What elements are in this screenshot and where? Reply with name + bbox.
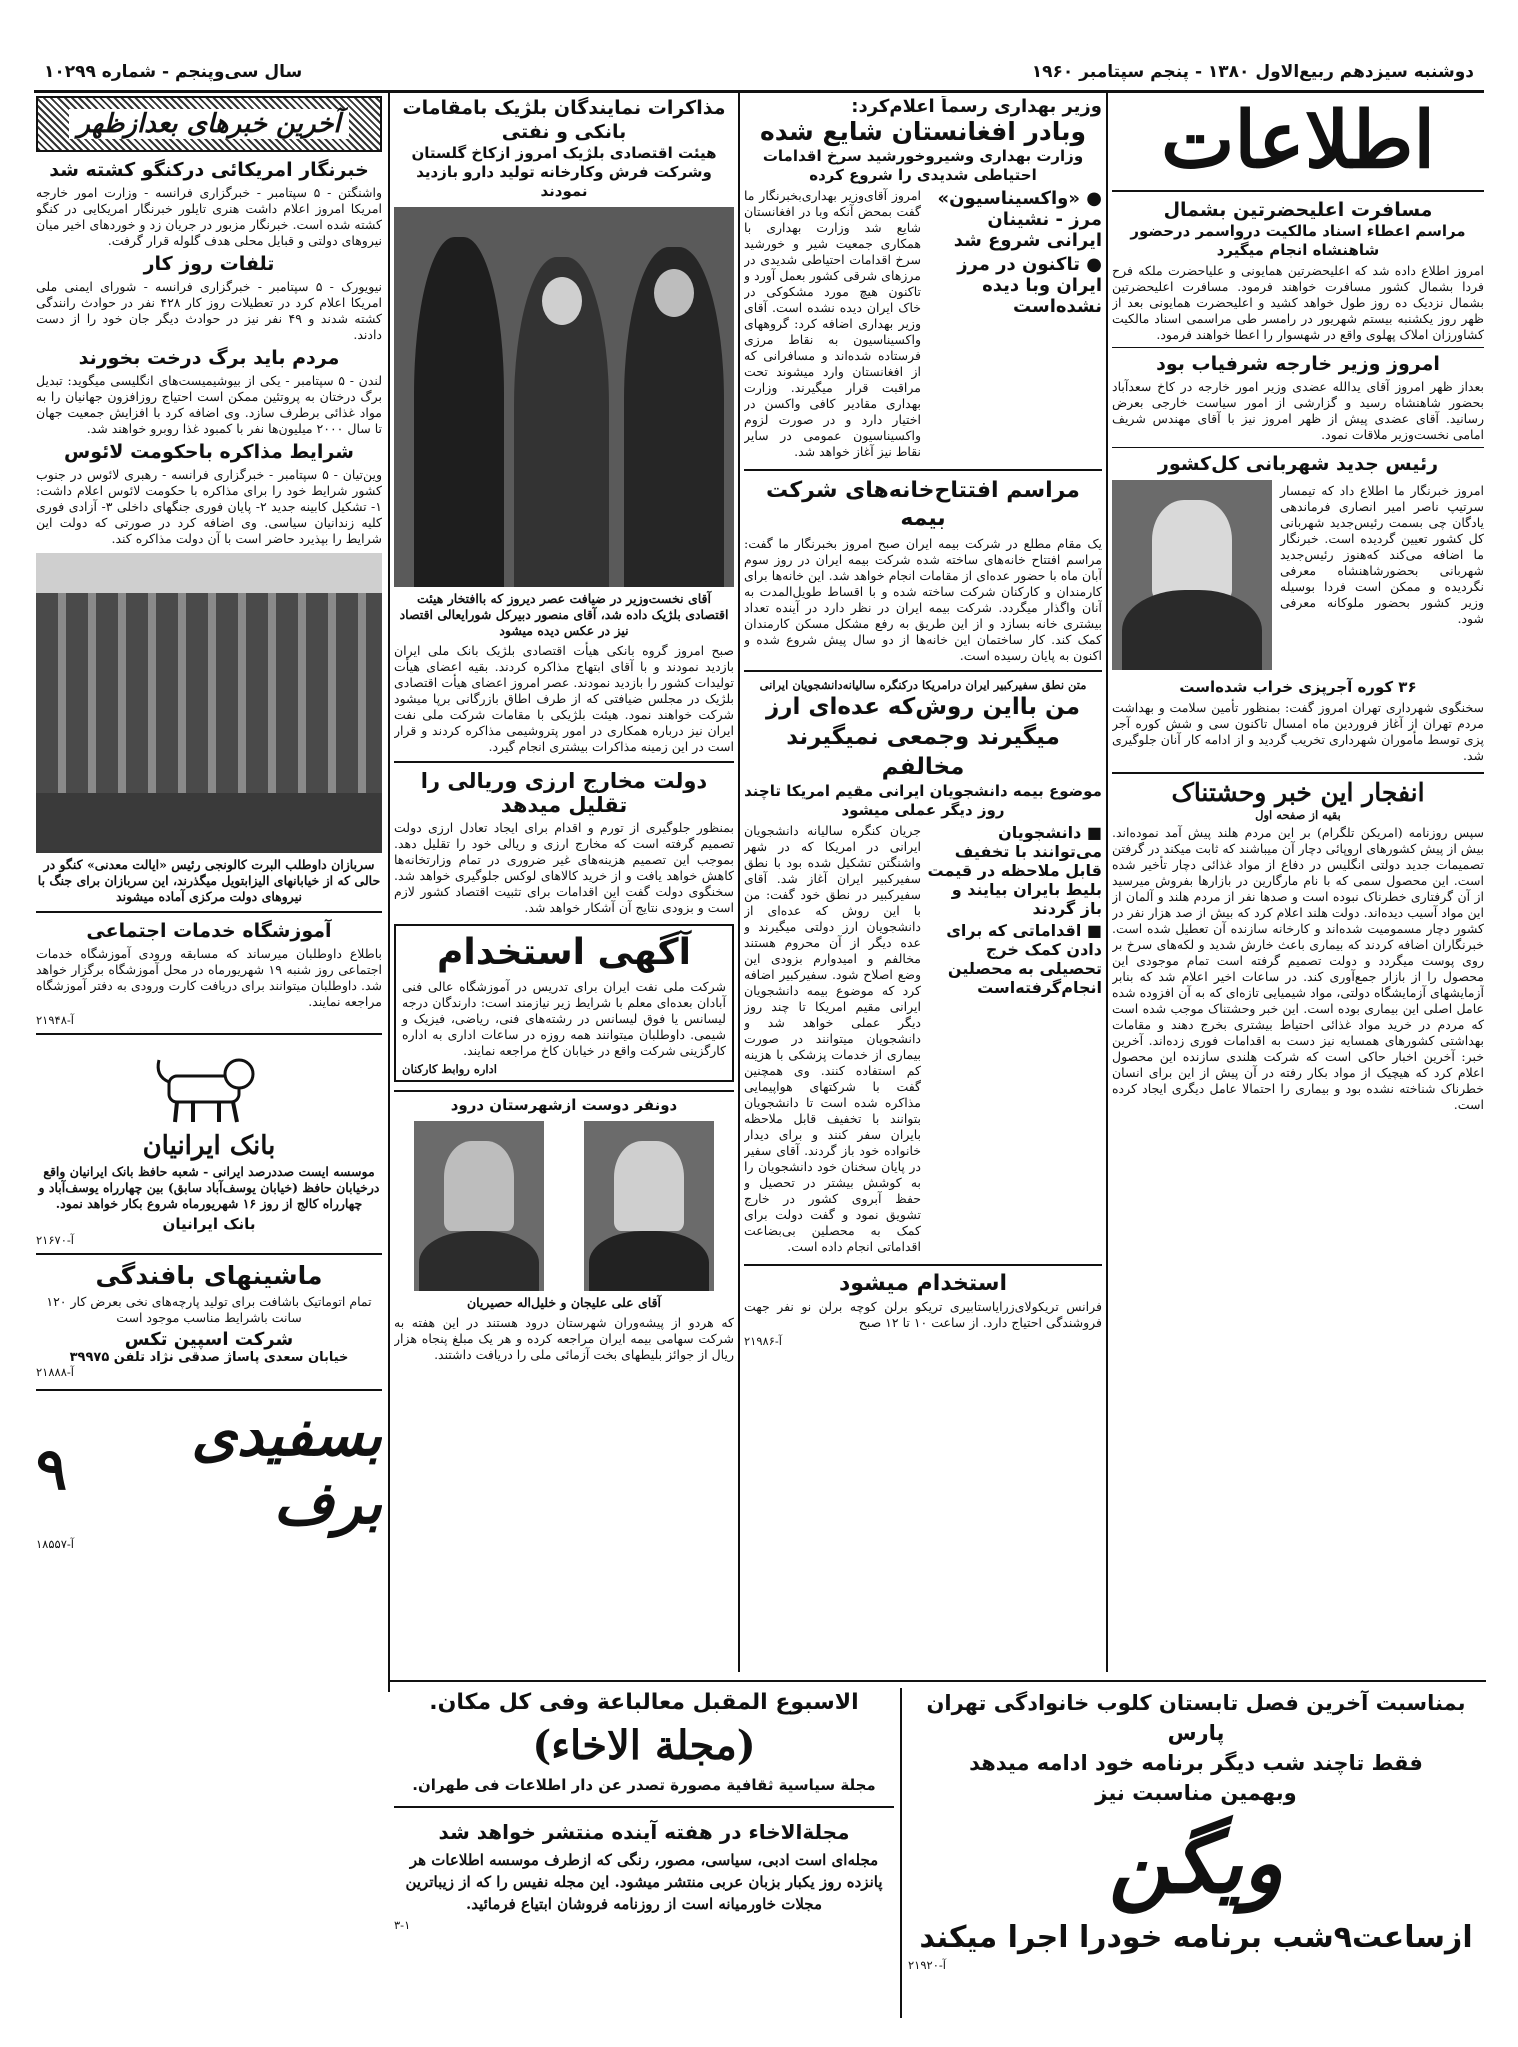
- ad-employment-footer: اداره روابط کارکنان: [402, 1062, 497, 1076]
- headline-tree-leaves: مردم باید برگ درخت بخورند: [78, 347, 340, 369]
- column-right: [1112, 96, 1484, 1668]
- ad-employment-body: شرکت ملی نفت ایران برای تدریس در آموزشگاه عالی فنی آبادان بعده‌ای معلم با شرایط زیر نیازمند است: دارندگان درجه لیسانس یا فوق لیسانس در رشته‌های فنی، ریاضی، فیزیک و شیمی. داوطلبان میتوانند همه روزه در ساعات اداری به اداره کارگزینی شرکت واقع در خیابان کاخ مراجعه نمایند.: [402, 979, 726, 1058]
- column-left: [36, 96, 382, 2032]
- body-cholera: امروز آقای‌وزیر بهداری‌بخبرنگار ما گفت بمحض آنکه وبا در افغانستان شایع شد وزارت بهداری با همکاری جمعیت شیر و خورشید سرخ اقدامات احتیاطی شدیدی در مرزهای شرقی کشور بعمل آورد و تاکنون هیچ مورد مشکوکی در خاک ایران دیده نشده است. آقای وزیر بهداری اضافه کرد: گروههای واکسیناسیون به نقاط مرزی فرستاده شده‌اند و مسافرانی که از افغانستان وارد میشوند تحت مراقبت قرار میگیرند. وزارت بهداری مقادیر کافی واکسن در اختیار دارد و در صورت لزوم واکسیناسیون عمومی در سایر نقاط نیز آغاز خواهد شد.: [744, 188, 921, 459]
- club-line-2: فقط تاچند شب دیگر برنامه خود ادامه میدهد: [969, 1751, 1423, 1775]
- column-rule: [1106, 92, 1108, 1672]
- looms-address: خیابان سعدی پاساژ صدقی نژاد تلفن ۳۹۹۷۵: [69, 1350, 349, 1365]
- photo-congo-soldiers: [36, 553, 382, 853]
- bullet-ticket-discount: ■ دانشجویان می‌توانند با تخفیف قابل ملاحظه در قیمت بلیط بایران بیایند و باز گردند: [927, 823, 1102, 918]
- body-brick-kilns: سخنگوی شهرداری تهران امروز گفت: بمنظور تأمین سلامت و بهداشت مردم تهران از آغاز فروردین ماه امسال تاکنون سی و شش کوره آجر پزی توسط مأموران شهرداری تخریب گردید و از ادامه کار آنان جلوگیری شد.: [1112, 700, 1484, 763]
- looms-company: شرکت اسپین تکس: [124, 1329, 294, 1350]
- portrait-friend-2: [414, 1121, 544, 1291]
- ad-code-club: آ-۲۱۹۲۰: [908, 1958, 946, 1972]
- body-spending-cut: بمنظور جلوگیری از تورم و اقدام برای ایجاد تعادل ارزی دولت تصمیم گرفته است که مخارج ارزی و ریالی خود را تقلیل دهد. بموجب این تصمیم هزینه‌های غیر ضروری در تمام وزارتخانه‌ها کاهش خواهد یافت و از خرید کالاهای لوکس جلوگیری خواهد شد. سخنگوی دولت گفت این اقدامات برای تثبیت اقتصاد کشور لازم است و بزودی نتایج آن آشکار خواهد شد.: [394, 820, 734, 915]
- headline-explosion-news: انفجار این خبر وحشتناک: [1171, 778, 1425, 807]
- body-explosion-news: سپس روزنامه (امریکن تلگرام) بر این مردم هلند پیش آمد نموده‌اند. بیش از پیش کشورهای اروپائی دچار آن میباشند که ثابت میکند در گرفتن تصمیمات جدید دولتی انگلیس در دفاع از مواد غذائی دچار تأخیر شده است. این محصول سمی که با نام مارگارین در بازارها بفروش میرسید از آن گرفتاری خطرناک نبوده است و صدها نفر از مردم هلند و آلمان از این مواد آسیب دیده‌اند. دولت هلند اعلام کرد که بیش از صد هزار نفر در کشور دچار مسمومیت شده‌اند و کارخانه سازنده آن تعطیل شده است. خبرنگاران اضافه کردند که بیماری باعث خارش شدید و لکه‌های سرخ بر روی پوست میگردد و دولت تصمیم گرفته است تمام موجودی این محصول را از بازار جمع‌آوری کند. در ساعات اخیر اعلام شد که بنابر آزمایشهای آزمایشگاه دولتی، مواد شیمیایی تازه‌ای که به آن افزوده شده عامل اصلی این بیماری بوده است. این خبر وحشتناک موجب شده است که مردم در خرید مواد غذائی احتیاط بیشتری بخرج دهند و مقامات بهداشتی کشورهای همسایه نیز دست به اقدامات فوری زده‌اند. آخرین خبر: آخرین اخبار حاکی است که شرکت هلندی سازنده این محصول اعلام کرد که هیچیک از مواد بکار رفته در آن پیش از این برای انسان خطرناک شناخته نشده بود و بیماری را احتمالا عامل دیگری ایجاد کرده است.: [1112, 825, 1484, 1112]
- subhead-ambassador: موضوع بیمه دانشجویان ایرانی مقیم امریکا تاچند روز دیگر عملی میشود: [744, 782, 1102, 819]
- body-insurance-houses: یک مقام مطلع در شرکت بیمه ایران صبح امروز بخبرنگار ما گفت: مراسم افتتاح خانه‌های ساخته شده شرکت بیمه ایران در روز سوم آبان ماه با حضور عده‌ای از مقامات انجام خواهد شد. این خانه‌ها برای کارمندان و کارکنان شرکت ساخته شده و با اقساط طویل‌المدت به آنان واگذار میگردد. شرکت بیمه ایران در نظر دارد در آینده تعداد بیشتری خانه بسازد و از این طریق به رفع مشکل مسکن کارمندان کمک کند. کار ساختمان این خانه‌ها از دو سال پیش شروع شده و اکنون به پایان رسیده است.: [744, 536, 1102, 663]
- club-line-3: وبهمین مناسبت نیز: [1095, 1781, 1297, 1805]
- bullet-vaccination: ● «واکسیناسیون» مرز - نشینان ایرانی شروع شد: [937, 188, 1102, 251]
- issue-number: سال سی‌وپنجم - شماره ۱۰۲۹۹: [44, 62, 303, 82]
- headline-brick-kilns: ۳۶ کوره آجرپزی خراب شده‌است: [1179, 678, 1417, 696]
- body-north-trip: امروز اطلاع داده شد که اعلیحضرتین همایونی و علیاحضرت ملکه فرح فردا بشمال کشور مسافرت خواهند فرمود. مسافرت اعلیحضرتین بشمال نزدیک ده روز طول خواهد کشید و اعلیحضرت همایونی بعد از ظهر روز یکشنبه بیستم شهریور در رامسر طی مراسمی اسناد مالکیت کشاورزان املاک پهلوی واقع در شهسوار را اعطا خواهند فرمود.: [1112, 263, 1484, 342]
- headline-two-friends: دونفر دوست ازشهرستان درود: [450, 1096, 678, 1114]
- headline-ambassador: من بااین روش‌که عده‌ای ارز میگیرند وجمعی نمیگیرند مخالفم: [766, 694, 1080, 780]
- body-two-friends: که هردو از پیشه‌وران شهرستان درود هستند در این هفته به شرکت سهامی بیمه ایران مراجعه کرده و هر یک مبلغ پنجاه هزار ریال از جوائز بلیطهای بخت آزمائی ملی را دریافت داشتند.: [394, 1315, 734, 1362]
- ad-code-looms: آ-۲۱۸۸۸: [36, 1365, 74, 1379]
- bank-name: بانک ایرانیان: [142, 1131, 276, 1161]
- club-line-1: بمناسبت آخرین فصل تابستان کلوب خانوادگی تهران پارس: [926, 1691, 1466, 1745]
- arab-line-2: مجلة سیاسیة ثقافیة مصورة تصدر عن دار اطلاعات فی طهران.: [412, 1776, 876, 1794]
- issue-date: دوشنبه سیزدهم ربیع‌الاول ۱۳۸۰ - پنجم سپتامبر ۱۹۶۰: [1031, 62, 1474, 82]
- body-laos: وین‌تیان - ۵ سپتامبر - خبرگزاری فرانسه - رهبری لائوس در جنوب کشور شرایط خود را برای مذاکره با حکومت لائوس اعلام داشت: ۱- تشکیل کابینه جدید ۲- پایان فوری جنگهای داخلی ۳- آزادی فوری کلیه زندانیان سیاسی. وی اضافه کرد در صورتی که دولت این شرایط را بپذیرد حاضر است با آن دولت مذاکره کند.: [36, 467, 382, 546]
- body-journalist-killed: واشنگتن - ۵ سپتامبر - خبرگزاری فرانسه - وزارت امور خارجه امریکا امروز اعلام داشت هنری تایلور خبرنگار امریکایی در کنگو کشته شده است. خبرنگار مزبور در جریان زد و خوردهای اخیر میان نیروهای دولتی و قبایل محلی هدف گلوله قرار گرفت.: [36, 185, 382, 248]
- kicker-ambassador: متن نطق سفیرکبیر ایران درامریکا درکنگره سالیانه‌دانشجویان ایرانی: [759, 678, 1087, 692]
- dateline: [34, 56, 1484, 93]
- body-belgium: صبح امروز گروه بانکی هیأت اقتصادی بلژیک بانک ملی ایران بازدید نمودند و با آقای ابتهاج مذاکره کردند. بقیه اعضای هیأت تولیدات کشور را بازدید نمودند. عصر امروز اعضای هیأت اقتصادی بلژیک در مجلس ضیافتی که از طرف اطاق بازرگانی برپا میشود شرکت خواهند نمود. هیئت بلژیکی با مقامات شرکت ملی نفت ایران نیز درباره همکاری در امور پتروشیمی مذاکره کردند و قرار است در این زمینه مذاکرات بیشتری انجام گیرد.: [394, 643, 734, 754]
- arab-title: (مجلة الاخاء): [532, 1722, 756, 1769]
- column-rule: [388, 92, 390, 1692]
- headline-foreign-minister: امروز وزیر خارجه شرفیاب بود: [1156, 353, 1440, 375]
- kicker-cholera: وزیر بهداری رسماً اعلام‌کرد:: [851, 96, 1102, 117]
- photos-two-friends: [394, 1121, 734, 1291]
- headline-social-services: آموزشگاه خدمات اجتماعی: [86, 920, 332, 942]
- subhead-cholera: وزارت بهداری وشیروخورشید سرخ اقدامات احتیاطی شدیدی را شروع کرده: [762, 147, 1084, 184]
- headline-journalist-killed: خبرنگار امریکائی درکنگو کشته شد: [49, 159, 369, 181]
- headline-police-chief: رئیس جدید شهربانی کل‌کشور: [1157, 453, 1439, 475]
- headline-spending-cut: دولت مخارج ارزی وریالی را تقلیل میدهد: [420, 769, 708, 817]
- ad-employment-title: آگهی استخدام: [437, 932, 691, 973]
- ad-code-bank: آ-۲۱۶۷۰: [36, 1233, 74, 1247]
- body-social-services: باطلاع داوطلبان میرساند که مسابقه ورودی آموزشگاه خدمات اجتماعی روز شنبه ۱۹ شهریورماه در محل آموزشگاه برگزار خواهد شد. داوطلبان میتوانند برای دریافت کارت ورودی به دفتر آموزشگاه مراجعه نمایند.: [36, 946, 382, 1009]
- snow-white-ad: [36, 1401, 382, 1537]
- column-rule: [738, 92, 740, 1672]
- headline-hiring: استخدام میشود: [838, 1271, 1008, 1296]
- headline-insurance-houses: مراسم افتتاح‌خانه‌های شرکت بیمه: [766, 478, 1080, 531]
- body-labor-day: نیویورک - ۵ سپتامبر - خبرگزاری فرانسه - شورای ایمنی ملی امریکا اعلام کرد در تعطیلات روز کار ۴۲۸ نفر در حوادث رانندگی کشته شدند و ۴۹ نفر نیز در حوادث دیگر جان خود را از دست دادند.: [36, 279, 382, 342]
- body-ambassador-a: جریان کنگره سالیانه دانشجویان ایرانی در امریکا که در شهر واشنگتن تشکیل شده بود با نطق سفیرکبیر ایران آغاز شد. آقای سفیرکبیر در نطق خود گفت: من با این روش که عده‌ای از دانشجویان ارز دولتی میگیرند و عده دیگر از آن محروم هستند مخالفم و امیدوارم بزودی این وضع اصلاح شود. سفیرکبیر اضافه کرد که موضوع بیمه دانشجویان ایرانی مقیم امریکا تا چند روز دیگر عملی خواهد شد و دانشجویان میتوانند در صورت بیماری از خدمات پزشکی با هزینه کم استفاده کنند. وی همچنین گفت با شرکتهای هواپیمایی مذاکره شده است تا دانشجویان بتوانند با تخفیف قابل ملاحظه بایران سفر کنند و برای دیدار خانواده خود باز گردند. آقای سفیر در پایان سخنان خود دانشجویان را به کوشش بیشتر در تحصیل و حفظ آبروی کشور در خارج تشویق نمود و گفت دولت برای کمک به محصلین بی‌بضاعت اقداماتی انجام داده است.: [744, 823, 921, 1254]
- continued-label: بقیه از صفحه اول: [1255, 808, 1341, 822]
- ad-code-arab: ۳-۱: [394, 1918, 411, 1932]
- headline-looms: ماشینهای بافندگی: [95, 1261, 323, 1290]
- headline-cholera: وبادر افغانستان شایع شده: [759, 117, 1087, 146]
- caption-congo-soldiers: سربازان داوطلب البرت کالونجی رئیس «ایالت معدنی» کنگو در حالی که از خیابانهای الیزابتویل میگذرند، این سربازان برای جنگ با نیروهای دولت مرکزی آماده میشوند: [37, 857, 381, 904]
- caption-two-friends: آقای علی علیجان و خلیل‌اله حصیریان: [466, 1295, 662, 1310]
- lion-icon: [149, 1046, 269, 1126]
- headline-belgium: مذاکرات نمایندگان بلژیک بامقامات بانکی و نفتی: [402, 97, 726, 143]
- body-police-chief: امروز خبرنگار ما اطلاع داد که تیمسار سرتیپ ناصر امیر انصاری فرماندهی یادگان چی بسمت رئیس‌جدید شهربانی کل کشور تعیین گردیده است. خبرنگار ما اضافه می‌کند که‌هنوز رئیس‌جدید شهربانی بحضورشاهنشاه معرفی نگردیده و ممکن است فردا بوسیله وزیر کشور بحضور ملوکانه معرفی شود.: [1280, 483, 1484, 626]
- masthead-logo: اطلاعات: [1160, 96, 1436, 186]
- ad-code-snow: آ-۱۸۵۵۷: [36, 1537, 74, 1551]
- bank-body: موسسه ایست صددرصد ایرانی - شعبه حافظ بانک ایرانیان واقع درخیابان حافظ (خیابان یوسف‌آباد سابق) بین چهارراه یوسف‌آباد و چهارراه کالج از روز ۱۶ شهریورماه شروع بکار خواهد نمود.: [38, 1164, 380, 1211]
- subhead-belgium: هیئت اقتصادی بلژیک امروز ازکاخ گلستان وشرکت فرش وکارخانه تولید دارو بازدید نمودند: [411, 144, 717, 200]
- bank-footer: بانک ایرانیان: [162, 1215, 256, 1233]
- bottom-column-rule: [900, 1688, 902, 2018]
- arab-line-1: الاسبوع المقبل معالباعة وفی کل مکان.: [429, 1690, 859, 1715]
- headline-north-trip: مسافرت اعلیحضرتین بشمال: [1163, 199, 1433, 221]
- snow-white-number: ۹: [36, 1435, 68, 1503]
- portrait-police-chief: [1112, 480, 1272, 670]
- bank-lion-logo: [36, 1041, 382, 1131]
- ad-arabic-magazine: [394, 1688, 894, 2018]
- bullet-student-aid: ■ اقداماتی که برای دادن کمک خرج تحصیلی به محصلین انجام‌گرفته‌است: [946, 921, 1102, 997]
- club-line-4: ازساعت۹شب برنامه خودرا اجرا میکند: [919, 1920, 1473, 1955]
- headline-labor-day: تلفات روز کار: [143, 253, 275, 275]
- column-center-left: [394, 96, 734, 1674]
- arab-line-3: مجلةالاخاء در هفته آینده منتشر خواهد شد: [438, 1820, 850, 1844]
- caption-prime-minister: آقای نخست‌وزیر در ضیافت عصر دیروز که باافتخار هیئت اقتصادی بلژیک داده شد، آقای منصور دبیرکل شورایعالی اقتصاد نیز در عکس دیده میشود: [399, 591, 729, 638]
- headline-laos: شرایط مذاکره باحکومت لائوس: [64, 441, 354, 463]
- bottom-rule: [388, 1680, 1486, 1682]
- photo-prime-minister-reception: [394, 207, 734, 587]
- subhead-north-trip: مراسم اعطاء اسناد مالکیت درواسمر درحضور شاهنشاه انجام میگیرد: [1130, 222, 1466, 259]
- snow-white-title: بسفیدی برف: [191, 1401, 382, 1537]
- arab-body: مجله‌ای است ادبی، سیاسی، مصور، رنگی که ازطرف موسسه اطلاعات هر پانزده روز یکبار بزبان عربی منتشر میشود. این مجله نفیس را که از زیباترین مجلات خاورمیانه است از روزنامه فروشان ابتیاع فرمائید.: [405, 1851, 883, 1913]
- club-title-vigen: ویگن: [1108, 1813, 1284, 1912]
- ad-code-hiring: آ-۲۱۹۸۶: [744, 1334, 782, 1348]
- body-foreign-minister: بعداز ظهر امروز آقای یدالله عضدی وزیر امور خارجه در کاخ سعدآباد بحضور شاهنشاه رسید و گزارشی از امور سیاست خارجی بعرض رسانید. آقای عضدی پیش از ظهر امروز نیز با آقای مهندس شریف امامی نخست‌وزیر ملاقات نمود.: [1112, 379, 1484, 442]
- ad-employment-box: [394, 924, 734, 1082]
- body-tree-leaves: لندن - ۵ سپتامبر - یکی از بیوشیمیست‌های انگلیسی میگوید: تبدیل برگ درختان به پروتئین ممکن است احتیاج روزافزون جهانیان را به مواد غذائی برطرف سازد. وی اضافه کرد با افزایش جمعیت جهان تا سال ۲۰۰۰ میلیون‌ها نفر با کمبود غذا روبرو خواهند شد.: [36, 373, 382, 436]
- ad-code-social: آ-۲۱۹۴۸: [36, 1013, 74, 1027]
- bullet-no-cases: ● تاکنون در مرز ایران وبا دیده نشده‌است: [957, 254, 1102, 317]
- body-hiring: فرانس تریکولای‌زرایاستابیری تریکو برلن کوچه برلن نو نفر جهت فروشندگی احتیاج دارد. از ساعت ۱۰ تا ۱۲ صبح: [744, 1299, 1102, 1330]
- banner-latest-news: آخرین خبرهای بعدازظهر: [36, 96, 382, 152]
- portrait-friend-1: [584, 1121, 714, 1291]
- column-center-right: [744, 96, 1102, 1668]
- ad-vigen-concert: [908, 1688, 1484, 2018]
- body-looms: تمام اتوماتیک باشافت برای تولید پارچه‌های نخی بعرض کار ۱۲۰ سانت باشرایط مناسب موجود است: [46, 1294, 372, 1325]
